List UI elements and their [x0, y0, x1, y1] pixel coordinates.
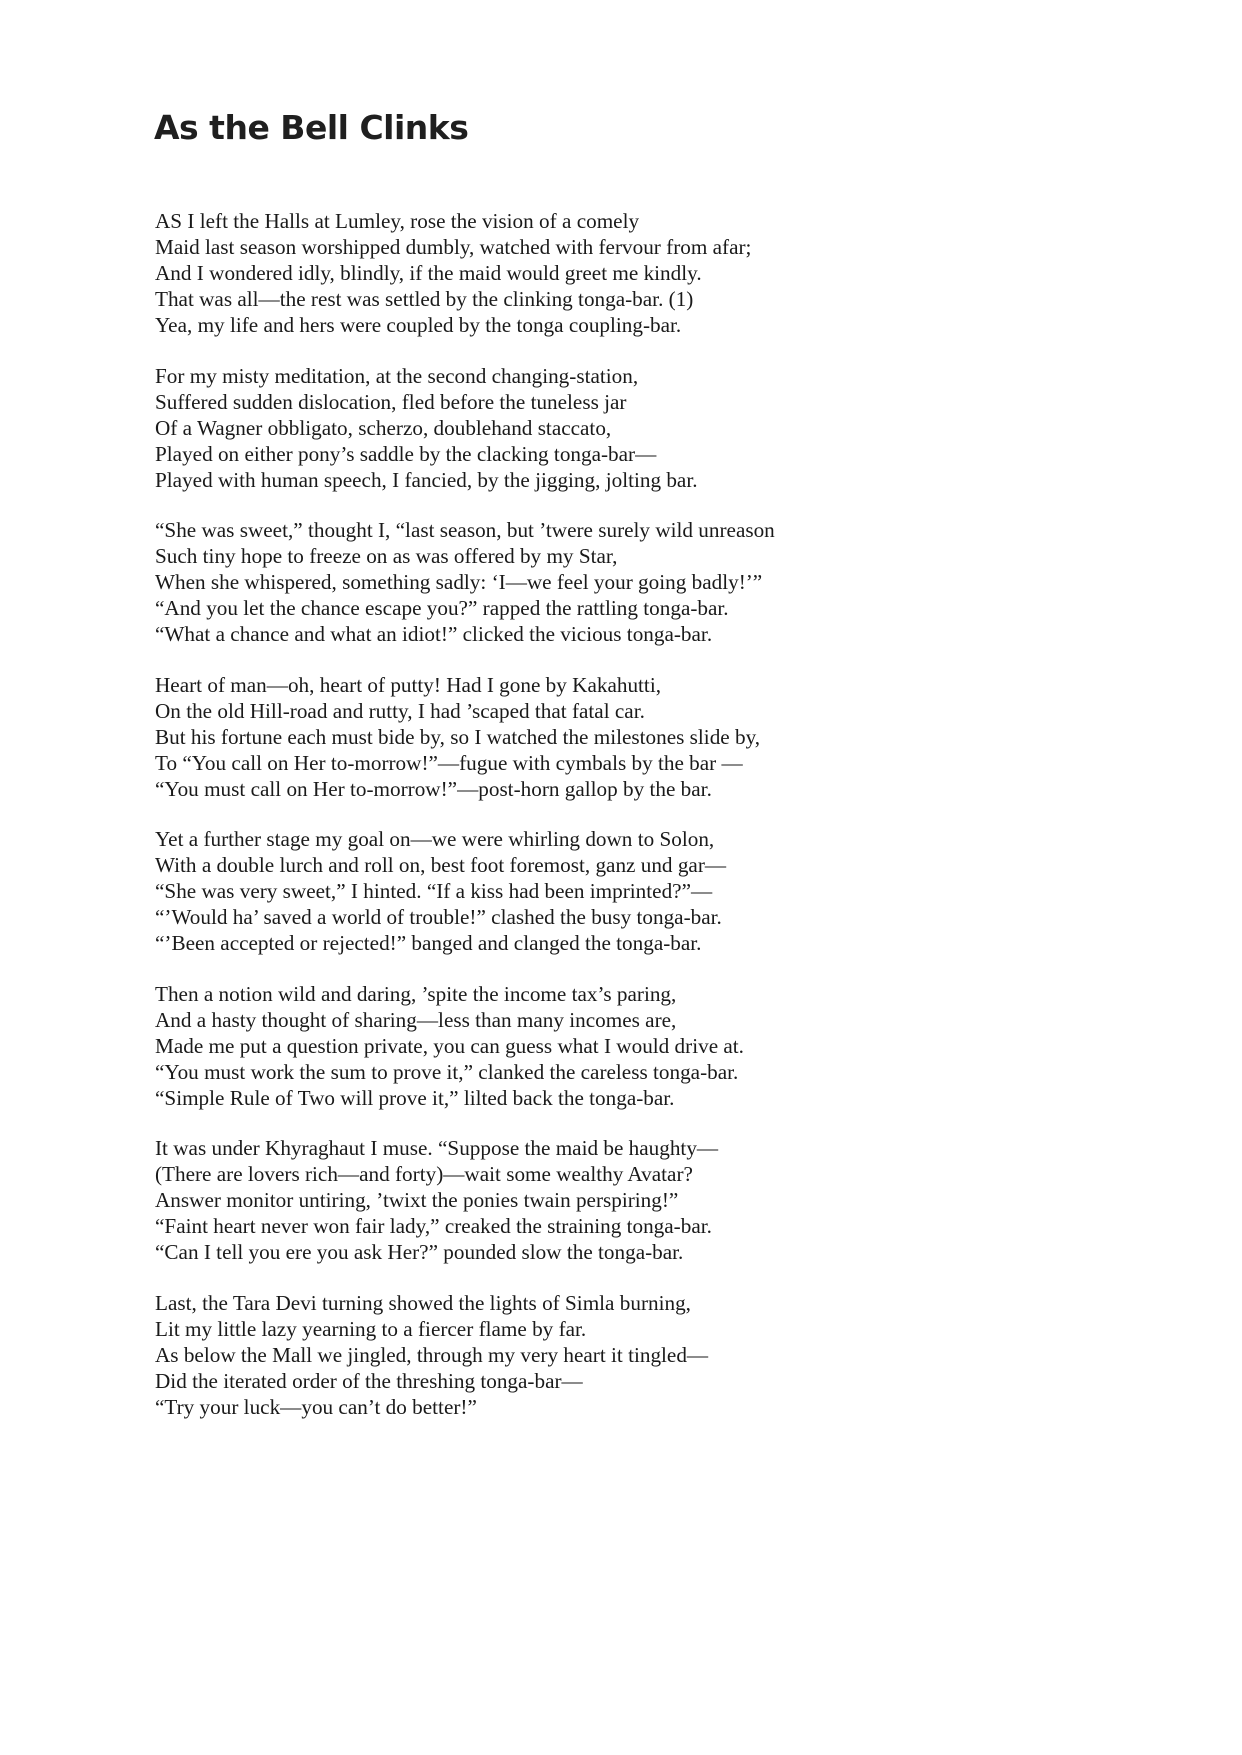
poem-line: Did the iterated order of the threshing tonga-bar—	[155, 1368, 583, 1393]
poem-line: “And you let the chance escape you?” rapped the rattling tonga-bar.	[155, 596, 729, 620]
poem-line: With a double lurch and roll on, best foot foremost, ganz und gar—	[155, 853, 727, 877]
poem-line: As below the Mall we jingled, through my very heart it tingled—	[155, 1342, 709, 1367]
poem-line: For my misty meditation, at the second changing-station,	[155, 363, 639, 388]
poem-line: But his fortune each must bide by, so I watched the milestones slide by,	[155, 724, 761, 749]
poem-line: AS I left the Halls at Lumley, rose the vision of a comely	[155, 209, 640, 233]
stanza-6	[155, 981, 1155, 1111]
poem-line: It was under Khyraghaut I muse. “Suppose the maid be haughty—	[155, 1136, 719, 1160]
poem-line: Suffered sudden dislocation, fled before the tuneless jar	[155, 389, 627, 414]
poem-line: And a hasty thought of sharing—less than many incomes are,	[155, 1007, 677, 1032]
poem-line: “Try your luck—you can’t do better!”	[155, 1394, 477, 1419]
stanza-3	[155, 517, 1155, 647]
poem-line: Played on either pony’s saddle by the clacking tonga-bar—	[155, 441, 657, 466]
stanza-8	[155, 1290, 1155, 1420]
poem-line: Of a Wagner obbligato, scherzo, doublehand staccato,	[155, 415, 612, 440]
poem-line: Yet a further stage my goal on—we were whirling down to Solon,	[155, 827, 715, 851]
poem-line: “You must work the sum to prove it,” clanked the careless tonga-bar.	[155, 1059, 739, 1084]
poem-line: That was all—the rest was settled by the clinking tonga-bar. (1)	[155, 287, 694, 311]
poem-line: “’Would ha’ saved a world of trouble!” clashed the busy tonga-bar.	[155, 905, 722, 929]
stanza-7	[155, 1135, 1155, 1265]
stanza-4	[155, 672, 1155, 802]
poem-line: “You must call on Her to-morrow!”—post-horn gallop by the bar.	[155, 776, 712, 801]
poem-line: Lit my little lazy yearning to a fiercer flame by far.	[155, 1316, 587, 1341]
poem-line: “She was sweet,” thought I, “last season, but ’twere surely wild unreason	[155, 518, 775, 542]
stanza-2	[155, 363, 1155, 493]
poem-line: Last, the Tara Devi turning showed the lights of Simla burning,	[155, 1290, 691, 1315]
poem-line: “’Been accepted or rejected!” banged and clanged the tonga-bar.	[155, 931, 702, 955]
poem-line: “Can I tell you ere you ask Her?” pounded slow the tonga-bar.	[155, 1240, 684, 1264]
poem-line: “What a chance and what an idiot!” clicked the vicious tonga-bar.	[155, 622, 713, 646]
poem-line: Answer monitor untiring, ’twixt the ponies twain perspiring!”	[155, 1188, 679, 1212]
poem-line: Yea, my life and hers were coupled by the tonga coupling-bar.	[155, 313, 682, 337]
poem-line: (There are lovers rich—and forty)—wait some wealthy Avatar?	[155, 1162, 693, 1186]
poem-line: Maid last season worshipped dumbly, watched with fervour from afar;	[155, 235, 752, 259]
poem-line: When she whispered, something sadly: ‘I—we feel your going badly!’”	[155, 570, 763, 594]
stanza-1	[155, 208, 1155, 338]
poem-body	[155, 208, 1155, 1444]
poem-line: “Simple Rule of Two will prove it,” lilted back the tonga-bar.	[155, 1085, 675, 1110]
stanza-5	[155, 826, 1155, 956]
poem-line: Such tiny hope to freeze on as was offered by my Star,	[155, 544, 618, 568]
poem-line: “Faint heart never won fair lady,” creaked the straining tonga-bar.	[155, 1214, 712, 1238]
poem-line: Made me put a question private, you can guess what I would drive at.	[155, 1033, 744, 1058]
poem-line: On the old Hill-road and rutty, I had ’scaped that fatal car.	[155, 698, 645, 723]
poem-line: And I wondered idly, blindly, if the maid would greet me kindly.	[155, 261, 702, 285]
poem-line: Heart of man—oh, heart of putty! Had I gone by Kakahutti,	[155, 672, 661, 697]
poem-line: Played with human speech, I fancied, by the jigging, jolting bar.	[155, 467, 698, 492]
poem-line: “She was very sweet,” I hinted. “If a kiss had been imprinted?”—	[155, 879, 713, 903]
poem-line: Then a notion wild and daring, ’spite the income tax’s paring,	[155, 981, 677, 1006]
poem-title: As the Bell Clinks	[154, 108, 469, 147]
poem-line: To “You call on Her to-morrow!”—fugue with cymbals by the bar —	[155, 750, 743, 775]
